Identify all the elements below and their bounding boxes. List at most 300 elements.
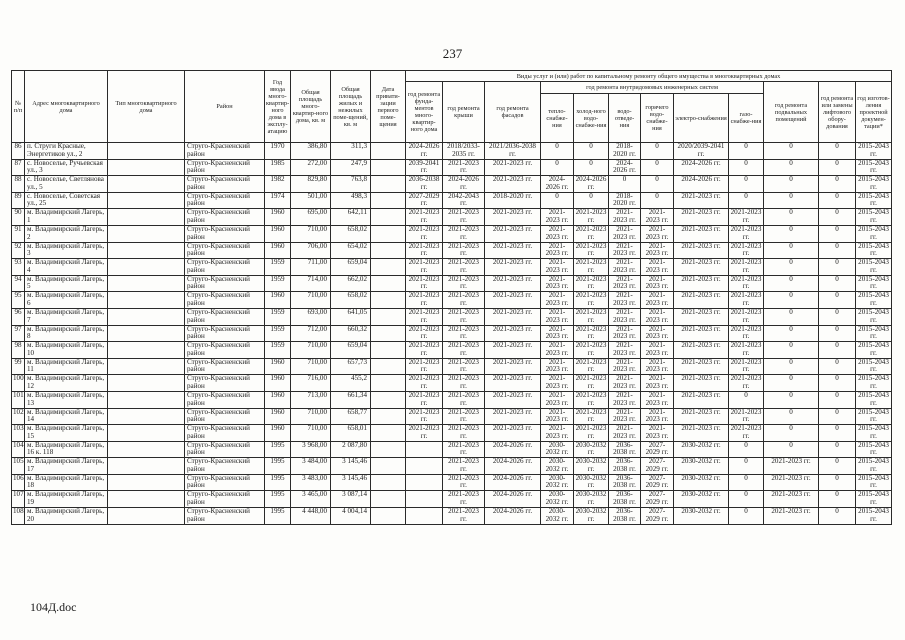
row-number: 89: [12, 192, 25, 209]
table-row: [12, 275, 892, 292]
total-area-cell: 710,00: [291, 342, 331, 359]
heat-cell: 2030-2032 гг.: [541, 491, 574, 508]
total-area-cell: 272,00: [291, 159, 331, 176]
roof-cell: 2021-2023 гг.: [443, 225, 485, 242]
elevator-cell: 0: [819, 358, 856, 375]
district-cell: Струго-Красненский район: [185, 242, 265, 259]
table-row: [12, 342, 892, 359]
address-cell: м. Владимирский Лагерь, 19: [25, 491, 108, 508]
year-cell: 1982: [265, 176, 291, 193]
district-cell: Струго-Красненский район: [185, 491, 265, 508]
basement-cell: 0: [764, 342, 819, 359]
electric-cell: 2020/2039-2041 гг.: [674, 143, 729, 160]
elevator-cell: 0: [819, 259, 856, 276]
year-cell: 1959: [265, 325, 291, 342]
privatization-cell: [371, 408, 406, 425]
privatization-cell: [371, 225, 406, 242]
address-cell: м. Владимирский Лагерь, 1: [25, 209, 108, 226]
hot-water-cell: 2027-2029 гг.: [641, 508, 674, 525]
total-area-cell: 711,00: [291, 259, 331, 276]
foundation-cell: [406, 508, 443, 525]
total-area-cell: 713,00: [291, 391, 331, 408]
foundation-cell: 2021-2023 гг.: [406, 209, 443, 226]
basement-cell: 0: [764, 425, 819, 442]
address-cell: м. Владимирский Лагерь, 18: [25, 474, 108, 491]
privatization-cell: [371, 441, 406, 458]
hot-water-cell: 0: [641, 176, 674, 193]
table-row: [12, 474, 892, 491]
roof-cell: 2021-2023 гг.: [443, 159, 485, 176]
cold-water-cell: 2021-2023 гг.: [574, 275, 609, 292]
foundation-cell: 2021-2023 гг.: [406, 242, 443, 259]
electric-cell: 2030-2032 гг.: [674, 474, 729, 491]
hot-water-cell: 2021-2023 гг.: [641, 275, 674, 292]
basement-cell: 2021-2023 гг.: [764, 508, 819, 525]
design-cell: 2015-2043 гг.: [856, 275, 892, 292]
facade-cell: 2021/2036-2038 гг.: [485, 143, 541, 160]
total-area-cell: 712,00: [291, 325, 331, 342]
header-total-area: Общая площадь много-квартир-ного дома, кв. м: [291, 71, 331, 143]
row-number: 94: [12, 275, 25, 292]
table-body: [12, 143, 892, 525]
header-hot-water: горячего водо-снабже-ния: [641, 94, 674, 143]
total-area-cell: 710,00: [291, 225, 331, 242]
design-cell: 2015-2043 гг.: [856, 325, 892, 342]
facade-cell: 2021-2023 гг.: [485, 292, 541, 309]
basement-cell: 0: [764, 275, 819, 292]
elevator-cell: 0: [819, 342, 856, 359]
sewer-cell: 0: [609, 176, 641, 193]
row-number: 95: [12, 292, 25, 309]
address-cell: с. Новоселье, Ручьевская ул., 3: [25, 159, 108, 176]
cold-water-cell: 2021-2023 гг.: [574, 358, 609, 375]
table-row: [12, 143, 892, 160]
type-cell: [108, 408, 185, 425]
living-area-cell: 247,9: [331, 159, 371, 176]
living-area-cell: 659,04: [331, 259, 371, 276]
roof-cell: 2021-2023 гг.: [443, 391, 485, 408]
heat-cell: 2021-2023 гг.: [541, 375, 574, 392]
living-area-cell: 658,02: [331, 225, 371, 242]
hot-water-cell: 2021-2023 гг.: [641, 209, 674, 226]
facade-cell: 2021-2023 гг.: [485, 209, 541, 226]
gas-cell: 2021-2023 гг.: [729, 342, 764, 359]
elevator-cell: 0: [819, 159, 856, 176]
gas-cell: 0: [729, 491, 764, 508]
design-cell: 2015-2043 гг.: [856, 259, 892, 276]
district-cell: Струго-Красненский район: [185, 375, 265, 392]
table-row: [12, 458, 892, 475]
roof-cell: 2021-2023 гг.: [443, 308, 485, 325]
heat-cell: 0: [541, 159, 574, 176]
electric-cell: 2021-2023 гг.: [674, 425, 729, 442]
living-area-cell: 658,02: [331, 292, 371, 309]
living-area-cell: 3 145,46: [331, 474, 371, 491]
year-cell: 1960: [265, 375, 291, 392]
roof-cell: 2021-2023 гг.: [443, 375, 485, 392]
district-cell: Струго-Красненский район: [185, 325, 265, 342]
row-number: 98: [12, 342, 25, 359]
foundation-cell: [406, 458, 443, 475]
table-row: [12, 225, 892, 242]
total-area-cell: 710,00: [291, 292, 331, 309]
address-cell: м. Владимирский Лагерь, 11: [25, 358, 108, 375]
sewer-cell: 2021-2023 гг.: [609, 242, 641, 259]
design-cell: 2015-2043 гг.: [856, 508, 892, 525]
address-cell: п. Струги Красные, Энергетиков ул., 2: [25, 143, 108, 160]
design-cell: 2015-2043 гг.: [856, 342, 892, 359]
cold-water-cell: 2021-2023 гг.: [574, 308, 609, 325]
foundation-cell: 2021-2023 гг.: [406, 391, 443, 408]
electric-cell: 2021-2023 гг.: [674, 275, 729, 292]
sewer-cell: 2021-2023 гг.: [609, 225, 641, 242]
basement-cell: 0: [764, 441, 819, 458]
facade-cell: 2021-2023 гг.: [485, 176, 541, 193]
gas-cell: 0: [729, 474, 764, 491]
table-row: [12, 325, 892, 342]
living-area-cell: 654,02: [331, 242, 371, 259]
year-cell: 1960: [265, 358, 291, 375]
year-cell: 1995: [265, 441, 291, 458]
total-area-cell: 706,00: [291, 242, 331, 259]
district-cell: Струго-Красненский район: [185, 143, 265, 160]
table-row: [12, 391, 892, 408]
row-number: 93: [12, 259, 25, 276]
address-cell: м. Владимирский Лагерь, 20: [25, 508, 108, 525]
elevator-cell: 0: [819, 391, 856, 408]
design-cell: 2015-2043 гг.: [856, 242, 892, 259]
table-row: [12, 358, 892, 375]
row-number: 106: [12, 474, 25, 491]
basement-cell: 0: [764, 391, 819, 408]
address-cell: м. Владимирский Лагерь, 10: [25, 342, 108, 359]
elevator-cell: 0: [819, 275, 856, 292]
year-cell: 1959: [265, 308, 291, 325]
type-cell: [108, 491, 185, 508]
cold-water-cell: 0: [574, 143, 609, 160]
design-cell: 2015-2043 гг.: [856, 408, 892, 425]
type-cell: [108, 391, 185, 408]
sewer-cell: 2036-2038 гг.: [609, 491, 641, 508]
table-row: [12, 408, 892, 425]
header-sewer: водо-отведе-ния: [609, 94, 641, 143]
hot-water-cell: 2021-2023 гг.: [641, 308, 674, 325]
foundation-cell: 2021-2023 гг.: [406, 425, 443, 442]
facade-cell: 2021-2023 гг.: [485, 425, 541, 442]
elevator-cell: 0: [819, 474, 856, 491]
privatization-cell: [371, 143, 406, 160]
foundation-cell: 2021-2023 гг.: [406, 342, 443, 359]
gas-cell: 0: [729, 176, 764, 193]
cold-water-cell: 2030-2032 гг.: [574, 508, 609, 525]
type-cell: [108, 425, 185, 442]
design-cell: 2015-2043 гг.: [856, 143, 892, 160]
district-cell: Струго-Красненский район: [185, 358, 265, 375]
design-cell: 2015-2043 гг.: [856, 358, 892, 375]
year-cell: 1959: [265, 259, 291, 276]
elevator-cell: 0: [819, 375, 856, 392]
cold-water-cell: 2021-2023 гг.: [574, 292, 609, 309]
header-num: № п/п: [12, 71, 25, 143]
row-number: 99: [12, 358, 25, 375]
living-area-cell: 659,04: [331, 342, 371, 359]
facade-cell: 2021-2023 гг.: [485, 358, 541, 375]
facade-cell: 2024-2026 гг.: [485, 441, 541, 458]
address-cell: м. Владимирский Лагерь, 3: [25, 242, 108, 259]
header-foundation: год ремонта фунда-ментов много-квартир-ного дома: [406, 82, 443, 143]
basement-cell: 0: [764, 225, 819, 242]
address-cell: м. Владимирский Лагерь, 2: [25, 225, 108, 242]
header-year: Год ввода много-квартир-ного дома в эксплу-атацию: [265, 71, 291, 143]
heat-cell: 2021-2023 гг.: [541, 308, 574, 325]
hot-water-cell: 2021-2023 гг.: [641, 425, 674, 442]
roof-cell: 2021-2023 гг.: [443, 458, 485, 475]
roof-cell: 2021-2023 гг.: [443, 342, 485, 359]
cold-water-cell: 0: [574, 192, 609, 209]
sewer-cell: 2021-2023 гг.: [609, 342, 641, 359]
heat-cell: 2021-2023 гг.: [541, 325, 574, 342]
gas-cell: 0: [729, 159, 764, 176]
electric-cell: 2021-2023 гг.: [674, 342, 729, 359]
table-row: [12, 209, 892, 226]
heat-cell: 2021-2023 гг.: [541, 259, 574, 276]
header-heat: тепло-снабже-ния: [541, 94, 574, 143]
roof-cell: 2021-2023 гг.: [443, 259, 485, 276]
roof-cell: 2024-2026 гг.: [443, 176, 485, 193]
year-cell: 1960: [265, 391, 291, 408]
gas-cell: 2021-2023 гг.: [729, 425, 764, 442]
row-number: 104: [12, 441, 25, 458]
basement-cell: 0: [764, 242, 819, 259]
page-number: 237: [442, 46, 463, 61]
roof-cell: 2021-2023 гг.: [443, 408, 485, 425]
header-living-area: Общая площадь жилых и нежилых поме-щений, кв. м: [331, 71, 371, 143]
elevator-cell: 0: [819, 192, 856, 209]
electric-cell: 2021-2023 гг.: [674, 308, 729, 325]
row-number: 101: [12, 391, 25, 408]
header-privatization-date: Дата привати-зации первого поме-щения: [371, 71, 406, 143]
design-cell: 2015-2043 гг.: [856, 292, 892, 309]
type-cell: [108, 308, 185, 325]
type-cell: [108, 159, 185, 176]
electric-cell: 2021-2023 гг.: [674, 209, 729, 226]
type-cell: [108, 342, 185, 359]
sewer-cell: 2018-2020 гг.: [609, 192, 641, 209]
foundation-cell: 2021-2023 гг.: [406, 275, 443, 292]
facade-cell: 2024-2026 гг.: [485, 508, 541, 525]
type-cell: [108, 458, 185, 475]
hot-water-cell: 2027-2029 гг.: [641, 441, 674, 458]
foundation-cell: 2021-2023 гг.: [406, 292, 443, 309]
sewer-cell: 2021-2023 гг.: [609, 358, 641, 375]
facade-cell: 2021-2023 гг.: [485, 159, 541, 176]
privatization-cell: [371, 458, 406, 475]
sewer-cell: 2036-2038 гг.: [609, 441, 641, 458]
cold-water-cell: 2021-2023 гг.: [574, 325, 609, 342]
privatization-cell: [371, 491, 406, 508]
total-area-cell: 716,00: [291, 375, 331, 392]
table-row: [12, 308, 892, 325]
roof-cell: 2021-2023 гг.: [443, 474, 485, 491]
design-cell: 2015-2043 гг.: [856, 176, 892, 193]
electric-cell: 2030-2032 гг.: [674, 441, 729, 458]
address-cell: м. Владимирский Лагерь, 13: [25, 391, 108, 408]
sewer-cell: 2021-2023 гг.: [609, 375, 641, 392]
privatization-cell: [371, 192, 406, 209]
facade-cell: 2021-2023 гг.: [485, 259, 541, 276]
total-area-cell: 695,00: [291, 209, 331, 226]
total-area-cell: 501,00: [291, 192, 331, 209]
heat-cell: 2021-2023 гг.: [541, 209, 574, 226]
facade-cell: 2021-2023 гг.: [485, 275, 541, 292]
basement-cell: 2021-2023 гг.: [764, 491, 819, 508]
total-area-cell: 4 448,00: [291, 508, 331, 525]
basement-cell: 2021-2023 гг.: [764, 474, 819, 491]
hot-water-cell: 2021-2023 гг.: [641, 408, 674, 425]
header-systems-group: год ремонта внутридомовых инженерных систем: [541, 82, 764, 94]
type-cell: [108, 143, 185, 160]
cold-water-cell: 2030-2032 гг.: [574, 441, 609, 458]
type-cell: [108, 292, 185, 309]
district-cell: Струго-Красненский район: [185, 225, 265, 242]
row-number: 103: [12, 425, 25, 442]
gas-cell: 2021-2023 гг.: [729, 275, 764, 292]
foundation-cell: 2021-2023 гг.: [406, 408, 443, 425]
heat-cell: 2030-2032 гг.: [541, 508, 574, 525]
sewer-cell: 2021-2023 гг.: [609, 325, 641, 342]
roof-cell: 2021-2023 гг.: [443, 292, 485, 309]
district-cell: Струго-Красненский район: [185, 176, 265, 193]
district-cell: Струго-Красненский район: [185, 259, 265, 276]
type-cell: [108, 259, 185, 276]
roof-cell: 2021-2023 гг.: [443, 275, 485, 292]
sewer-cell: 2036-2038 гг.: [609, 508, 641, 525]
total-area-cell: 710,00: [291, 408, 331, 425]
gas-cell: 0: [729, 458, 764, 475]
cold-water-cell: 2030-2032 гг.: [574, 474, 609, 491]
year-cell: 1985: [265, 159, 291, 176]
gas-cell: 2021-2023 гг.: [729, 375, 764, 392]
facade-cell: 2021-2023 гг.: [485, 408, 541, 425]
hot-water-cell: 2021-2023 гг.: [641, 242, 674, 259]
basement-cell: 0: [764, 159, 819, 176]
year-cell: 1995: [265, 474, 291, 491]
sewer-cell: 2024-2026 гг.: [609, 159, 641, 176]
design-cell: 2015-2043 гг.: [856, 491, 892, 508]
table-row: [12, 508, 892, 525]
year-cell: 1995: [265, 508, 291, 525]
gas-cell: 2021-2023 гг.: [729, 242, 764, 259]
design-cell: 2015-2043 гг.: [856, 192, 892, 209]
elevator-cell: 0: [819, 242, 856, 259]
hot-water-cell: 0: [641, 192, 674, 209]
year-cell: 1960: [265, 292, 291, 309]
hot-water-cell: 2021-2023 гг.: [641, 391, 674, 408]
year-cell: 1960: [265, 425, 291, 442]
basement-cell: 0: [764, 292, 819, 309]
gas-cell: 0: [729, 441, 764, 458]
basement-cell: 2021-2023 гг.: [764, 458, 819, 475]
year-cell: 1970: [265, 143, 291, 160]
district-cell: Струго-Красненский район: [185, 308, 265, 325]
header-design: год изготов-ления проектной докумен-тации*: [856, 82, 892, 143]
table-row: [12, 441, 892, 458]
type-cell: [108, 275, 185, 292]
sewer-cell: 2021-2023 гг.: [609, 308, 641, 325]
cold-water-cell: 2030-2032 гг.: [574, 458, 609, 475]
hot-water-cell: 0: [641, 143, 674, 160]
gas-cell: 0: [729, 143, 764, 160]
table-row: [12, 425, 892, 442]
basement-cell: 0: [764, 325, 819, 342]
total-area-cell: 710,00: [291, 425, 331, 442]
cold-water-cell: 2024-2026 гг.: [574, 176, 609, 193]
heat-cell: 2021-2023 гг.: [541, 408, 574, 425]
type-cell: [108, 176, 185, 193]
foundation-cell: 2036-2038 гг.: [406, 176, 443, 193]
gas-cell: 2021-2023 гг.: [729, 209, 764, 226]
type-cell: [108, 325, 185, 342]
table-row: [12, 491, 892, 508]
cold-water-cell: 2030-2032 гг.: [574, 491, 609, 508]
type-cell: [108, 508, 185, 525]
repair-schedule-table-container: [11, 70, 891, 525]
total-area-cell: 3 465,00: [291, 491, 331, 508]
row-number: 102: [12, 408, 25, 425]
gas-cell: 0: [729, 391, 764, 408]
privatization-cell: [371, 159, 406, 176]
row-number: 96: [12, 308, 25, 325]
elevator-cell: 0: [819, 325, 856, 342]
type-cell: [108, 209, 185, 226]
design-cell: 2015-2043 гг.: [856, 375, 892, 392]
living-area-cell: 658,77: [331, 408, 371, 425]
total-area-cell: 714,00: [291, 275, 331, 292]
sewer-cell: 2021-2023 гг.: [609, 259, 641, 276]
gas-cell: 2021-2023 гг.: [729, 325, 764, 342]
gas-cell: 2021-2023 гг.: [729, 358, 764, 375]
header-elevator: год ремонта или замены лифтового обору-дования: [819, 82, 856, 143]
facade-cell: 2024-2026 гг.: [485, 491, 541, 508]
living-area-cell: 3 145,46: [331, 458, 371, 475]
header-type: Тип многоквартирного дома: [108, 71, 185, 143]
table-row: [12, 375, 892, 392]
sewer-cell: 2021-2023 гг.: [609, 408, 641, 425]
address-cell: м. Владимирский Лагерь, 17: [25, 458, 108, 475]
sewer-cell: 2021-2023 гг.: [609, 391, 641, 408]
elevator-cell: 0: [819, 425, 856, 442]
table-row: [12, 159, 892, 176]
address-cell: м. Владимирский Лагерь, 7: [25, 308, 108, 325]
hot-water-cell: 2021-2023 гг.: [641, 358, 674, 375]
facade-cell: 2021-2023 гг.: [485, 375, 541, 392]
privatization-cell: [371, 508, 406, 525]
row-number: 97: [12, 325, 25, 342]
type-cell: [108, 225, 185, 242]
electric-cell: 2021-2023 гг.: [674, 259, 729, 276]
hot-water-cell: 2021-2023 гг.: [641, 259, 674, 276]
row-number: 105: [12, 458, 25, 475]
header-address: Адрес многоквартирного дома: [25, 71, 108, 143]
electric-cell: 2021-2023 гг.: [674, 408, 729, 425]
gas-cell: 0: [729, 508, 764, 525]
privatization-cell: [371, 242, 406, 259]
header-district: Район: [185, 71, 265, 143]
cold-water-cell: 2021-2023 гг.: [574, 242, 609, 259]
gas-cell: 2021-2023 гг.: [729, 259, 764, 276]
elevator-cell: 0: [819, 176, 856, 193]
facade-cell: 2021-2023 гг.: [485, 342, 541, 359]
